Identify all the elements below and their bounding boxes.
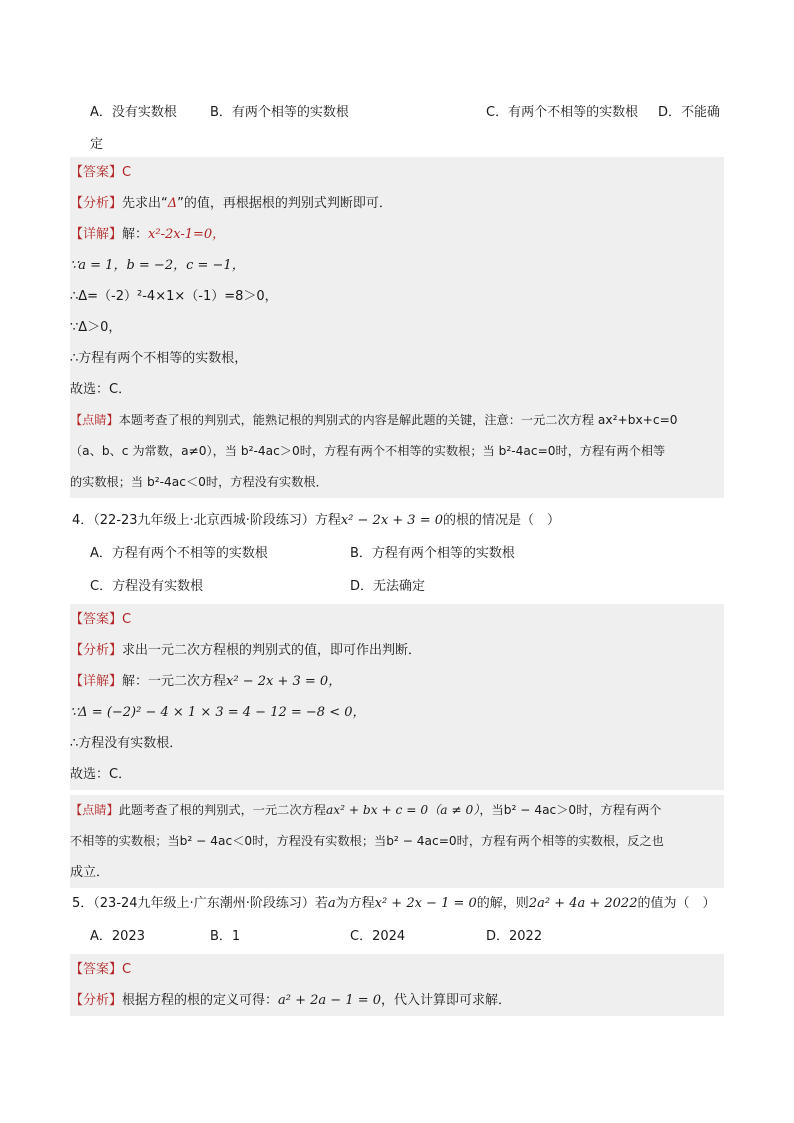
q5-number: 5． [72,896,94,911]
q4-option-c: C．方程没有实数根 [90,579,204,594]
q3-option-c: C．有两个不相等的实数根 [486,105,639,120]
comment-text-2: 不相等的实数根；当b² − 4ac＜0时，方程没有实数根；当b² − 4ac=0时，方程有两个相等的实数根，反之也 [70,834,664,848]
delta-positive: ∵Δ＞0， [70,320,122,335]
q3-analysis-line [70,188,724,219]
coefficients: ∵a = 1，b = −2，c = −1， [70,258,245,273]
delta-calc: ∴Δ=（-2）²-4×1×（-1）=8＞0， [70,289,278,304]
analysis-tag: 【分析】 [70,196,123,211]
q5-option-c: C．2024 [350,929,406,944]
q3-choose-line [70,374,724,405]
comment-text-3: 的实数根；当 b²-4ac＜0时，方程没有实数根． [70,475,328,489]
q4-stem-post: 的根的情况是（ ） [443,513,561,528]
answer-value: C [122,612,132,627]
comment-pre: 此题考查了根的判别式，一元二次方程 [118,803,326,817]
q4-source: （22-23九年级上·北京西城·阶段练习） [93,513,315,528]
q4-delta-line [70,697,724,728]
q3-option-d-continued: 定 [90,137,104,152]
q3-answer-line [70,157,724,188]
comment-tag: 【点睛】 [70,803,119,817]
q4-analysis-line [70,635,724,666]
answer-tag: 【答案】 [70,612,123,627]
analysis-pre: 先求出“ [122,196,168,211]
q4-comment-line-3 [70,857,724,888]
conclusion: ∴方程没有实数根． [70,736,183,751]
comment-text-1: 本题考查了根的判别式，能熟记根的判别式的内容是解此题的关键，注意：一元二次方程 ax²+bx+c=0 [118,413,678,427]
choose: 故选：C． [70,767,132,782]
analysis-equation: a² + 2a − 1 = 0 [278,993,382,1008]
analysis-delta: Δ [167,196,178,211]
q5-stem-expression: 2a² + 4a + 2022 [528,896,638,911]
comment-equation: ax² + bx + c = 0（a ≠ 0） [325,803,480,817]
answer-tag: 【答案】 [70,165,123,180]
q3-comment-line-3 [70,467,724,498]
q3-comment-line-2 [70,436,724,467]
answer-value: C [122,962,132,977]
q3-comment-line-1 [70,405,724,436]
q5-stem-mid: 为方程 [335,896,375,911]
q4-stem [72,509,560,528]
detail-tag: 【详解】 [70,674,123,689]
detail-pre: 解： [122,227,149,242]
q5-stem-pre: 若 [314,896,328,911]
q5-answer-line [70,954,724,985]
analysis-tag: 【分析】 [70,993,123,1008]
q4-stem-pre: 方程 [314,513,341,528]
q5-analysis-line [70,985,724,1016]
answer-tag: 【答案】 [70,962,123,977]
q5-stem [72,892,715,911]
q4-conclusion-line [70,728,724,759]
q3-option-b: B．有两个相等的实数根 [210,105,349,120]
detail-equation: x²-2x-1=0， [148,227,226,242]
q5-option-b: B．1 [210,929,241,944]
analysis-post: ”的值，再根据根的判别式判断即可． [177,196,392,211]
q5-stem-mid2: 的解，则 [476,896,529,911]
q4-answer-line [70,604,724,635]
delta-calc: ∵Δ = (−2)² − 4 × 1 × 3 = 4 − 12 = −8 < 0， [70,705,366,720]
q4-detail-line [70,666,724,697]
analysis-tag: 【分析】 [70,643,123,658]
q4-option-a: A．方程有两个不相等的实数根 [90,546,268,561]
q3-conclusion-line [70,343,724,374]
answer-value: C [122,165,132,180]
comment-tag: 【点睛】 [70,413,119,427]
q4-option-b: B．方程有两个相等的实数根 [350,546,515,561]
q4-choose-line [70,759,724,790]
q5-option-a: A．2023 [90,929,145,944]
q5-source: （23-24九年级上·广东潮州·阶段练习） [93,896,315,911]
q5-stem-equation: x² + 2x − 1 = 0 [374,896,477,911]
comment-post: ，当b² − 4ac＞0时，方程有两个 [479,803,662,817]
comment-text-3: 成立． [70,865,110,880]
q4-option-d: D．无法确定 [350,579,426,594]
q3-option-a: A．没有实数根 [90,105,177,120]
q4-comment-line-2 [70,826,724,857]
q5-stem-variable: a [327,896,336,911]
q4-comment-line-1 [70,795,724,826]
q4-stem-equation: x² − 2x + 3 = 0 [340,513,444,528]
q3-delta-line [70,281,724,312]
q5-option-d: D．2022 [486,929,543,944]
analysis-pre: 根据方程的根的定义可得： [122,993,279,1008]
detail-pre: 解：一元二次方程 [122,674,227,689]
detail-tag: 【详解】 [70,227,123,242]
conclusion: ∴方程有两个不相等的实数根， [70,351,248,366]
q5-stem-post: 的值为（ ） [637,896,716,911]
q4-number: 4． [72,513,94,528]
q3-detail-line [70,219,724,250]
choose: 故选：C． [70,382,132,397]
analysis-text: 求出一元二次方程根的判别式的值，即可作出判断． [122,643,422,658]
detail-equation: x² − 2x + 3 = 0， [226,674,342,689]
q3-option-d: D．不能确 [658,105,721,120]
q3-delta-positive-line [70,312,724,343]
comment-text-2: （a、b、c 为常数，a≠0），当 b²-4ac＞0时，方程有两个不相等的实数根；当 b²-4ac=0时，方程有两个相等 [70,444,666,458]
q3-coefficients-line [70,250,724,281]
analysis-post: ，代入计算即可求解． [381,993,512,1008]
